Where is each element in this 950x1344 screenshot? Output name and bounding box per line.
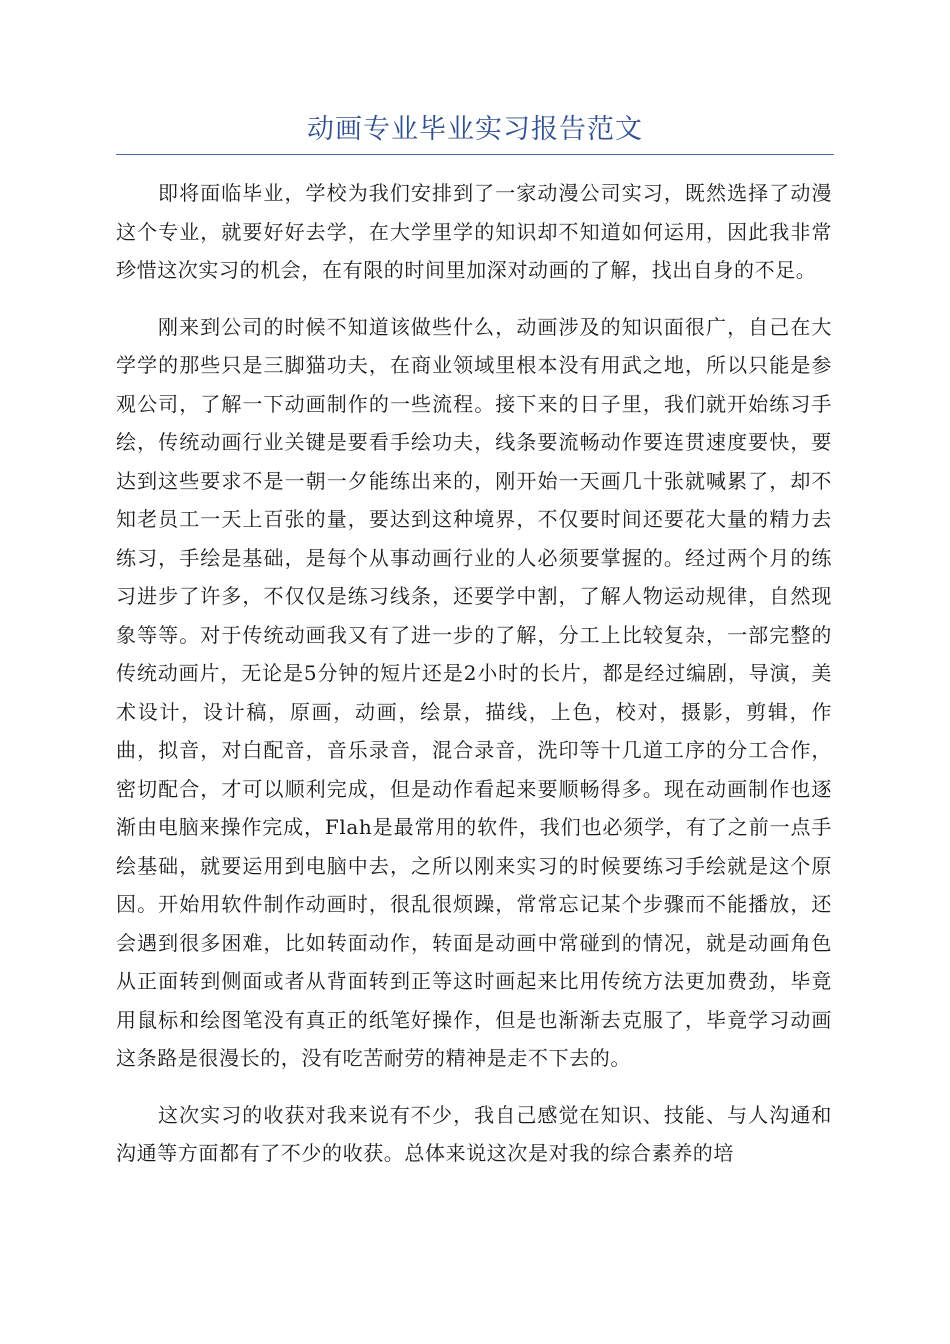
paragraph-3: 这次实习的收获对我来说有不少，我自己感觉在知识、技能、与人沟通和沟通等方面都有了不少的收获。总体来说这次是对我的综合素养的培 [116, 1102, 832, 1165]
title-underline [116, 154, 834, 155]
paragraph-2: 刚来到公司的时候不知道该做些什么，动画涉及的知识面很广，自己在大学学的那些只是三脚猫功夫，在商业领域里根本没有用武之地，所以只能是参观公司，了解一下动画制作的一些流程。接下来的日子里，我们就开始练习手绘，传统动画行业关键是要看手绘功夫，线条要流畅动作要连贯速度要快，要达到这些要求不是一朝一夕能练出来的，刚开始一天画几十张就喊累了，却不知老员工一天上百张的量，要达到这种境界，不仅要时间还要花大量的精力去练习，手绘是基础，是每个从事动画行业的人必须要掌握的。经过两个月的练习进步了许多，不仅仅是练习线条，还要学中割，了解人物运动规律，自然现象等等。对于传统动画我又有了进一步的了解，分工上比较复杂，一部完整的传统动画片，无论是5分钟的短片还是2小时的长片，都是经过编剧，导演，美术设计，设计稿，原画，动画，绘景，描线，上色，校对，摄影，剪辑，作曲，拟音，对白配音，音乐录音，混合录音，洗印等十几道工序的分工合作，密切配合，才可以顺利完成，但是动作看起来要顺畅得多。现在动画制作也逐渐由电脑来操作完成，Flah是最常用的软件，我们也必须学，有了之前一点手绘基础，就要运用到电脑中去，之所以刚来实习的时候要练习手绘就是这个原因。开始用软件制作动画时，很乱很烦躁，常常忘记某个步骤而不能播放，还会遇到很多困难，比如转面动作，转面是动画中常碰到的情况，就是动画角色从正面转到侧面或者从背面转到正等这时画起来比用传统方法更加费劲，毕竟用鼠标和绘图笔没有真正的纸笔好操作，但是也渐渐去克服了，毕竟学习动画这条路是很漫长的，没有吃苦耐劳的精神是走不下去的。 [116, 314, 832, 1070]
paragraph-1: 即将面临毕业，学校为我们安排到了一家动漫公司实习，既然选择了动漫这个专业，就要好好去学，在大学里学的知识却不知道如何运用，因此我非常珍惜这次实习的机会，在有限的时间里加深对动画的了解，找出自身的不足。 [116, 181, 832, 282]
document-body [116, 174, 832, 1191]
document-title: 动画专业毕业实习报告范文 [307, 114, 643, 145]
